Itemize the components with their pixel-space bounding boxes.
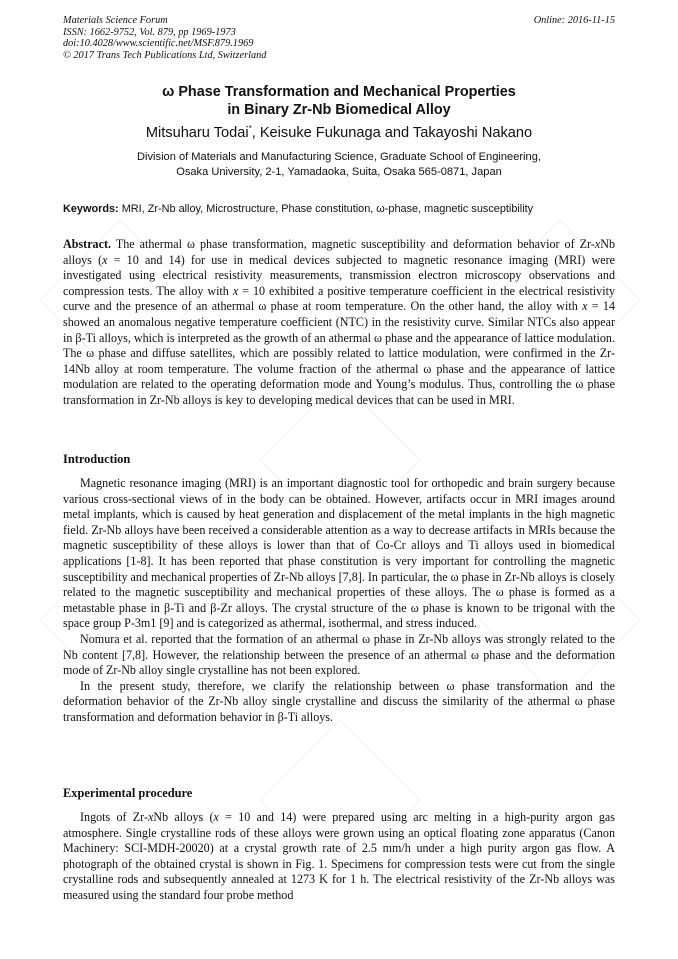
abstract	[63, 237, 615, 409]
abstract-text-3: = 10 and 14) for use in medical devices subjected to magnetic resonance imaging (MRI) were investigated using electrical resistivity measurements, transmission electron microscopy observations and compression tests. The alloy with	[63, 252, 615, 298]
author-1: Mitsuharu Todai	[145, 125, 249, 141]
doi: doi:10.4028/www.scientific.net/MSF.879.1969	[63, 38, 254, 50]
keywords-label: Keywords:	[63, 203, 119, 215]
abstract-text-5: = 14 showed an anomalous negative temperature coefficient (NTC) in the resistivity curve. Similar NTCs also appear in β-Ti alloys, which is interpreted as the growth of an athermal ω phase and the appearance of lattice modulation. The ω phase and diffuse satellites, which are possibly related to lattice modulation, were confirmed in the Zr-14Nb alloy at room temperature. The volume fraction of the athermal ω phase and the appearance of lattice modulation are related to the operating deformation mode and Young’s modulus. Thus, controlling the ω phase transformation in Zr-Nb alloys is key to developing medical devices that can be used in MRI.	[63, 299, 616, 407]
exp-var-1: x	[147, 810, 154, 824]
exp-text-3: = 10 and 14) were prepared using arc melting in a high-purity argon gas atmosphere. Single crystalline rods of these alloys were grown using an optical floating zone apparatus (Canon Machinery: SCI-MDH-20020) at a crystal growth rate of 2.5 mm/h under a high purity argon gas flow. A photograph of the obtained crystal is shown in Fig. 1. Specimens for compression tests were cut from the single crystalline rods and subsequently annealed at 1273 K for 1 h. The electrical resistivity of the Zr-Nb alloys was measured using the standard four probe method	[63, 810, 616, 902]
keywords	[63, 202, 623, 216]
intro-paragraph-2: Nomura et al. reported that the formation of an athermal ω phase in Zr-Nb alloys was strongly related to the Nb content [7,8]. However, the relationship between the presence of an athermal ω phase and the deformation mode of Zr-Nb alloy single crystalline has not been explored.	[63, 631, 615, 678]
affiliation-line-2: Osaka University, 2-1, Yamadaoka, Suita, Osaka 565-0871, Japan	[176, 166, 502, 178]
online-date: Online: 2016-11-15	[533, 15, 615, 26]
keywords-text: MRI, Zr-Nb alloy, Microstructure, Phase constitution, ω-phase, magnetic susceptibility	[118, 203, 534, 215]
issn: ISSN: 1662-9752, Vol. 879, pp 1969-1973	[63, 26, 236, 38]
abstract-label: Abstract.	[63, 237, 112, 251]
exp-text-2: Nb alloys (	[153, 810, 214, 824]
introduction-body	[63, 476, 615, 726]
experimental-heading: Experimental procedure	[63, 786, 193, 800]
intro-paragraph-1: Magnetic resonance imaging (MRI) is an important diagnostic tool for orthopedic and brain surgery because various cross-sectional views of in the body can be obtained. However, artifacts occur in MRI images around metal implants, which is caused by heat generation and displacement of the metal implants in the high magnetic field. Zr-Nb alloys have been received a considerable attention as a way to decrease artifacts in MRIs because the magnetic susceptibility of these alloys is lower than that of Co-Cr alloys and Ti alloys used in biomedical applications [1-8]. It has been reported that phase constitution is very important for controlling the magnetic susceptibility and mechanical properties of Zr-Nb alloys [7,8]. In particular, the ω phase in Zr-Nb alloys is closely related to the magnetic susceptibility and mechanical properties of these alloys. The ω phase is formed as a metastable phase in β-Ti and β-Zr alloys. The crystal structure of the ω phase is known to be trigonal with the space group P-3m1 [9] and is categorized as athermal, isothermal, and stress induced.	[63, 476, 615, 631]
copyright: © 2017 Trans Tech Publications Ltd, Switzerland	[63, 49, 267, 61]
abstract-var-1: x	[594, 237, 601, 251]
abstract-text-2: Nb alloys (	[63, 237, 615, 267]
intro-paragraph-3: In the present study, therefore, we clarify the relationship between ω phase transformation and the deformation behavior of the Zr-Nb alloy single crystalline and discuss the similarity of the athermal ω phase transformation and deformation behavior in β-Ti alloys.	[63, 678, 615, 724]
title-line-1: ω Phase Transformation and Mechanical Properties	[162, 84, 516, 100]
corresponding-mark: *	[248, 124, 252, 134]
abstract-text-1: The athermal ω phase transformation, magnetic susceptibility and deformation behavior of Zr-	[111, 237, 595, 251]
introduction-heading: Introduction	[63, 452, 131, 466]
title-line-2: in Binary Zr-Nb Biomedical Alloy	[227, 102, 451, 118]
affiliation-line-1: Division of Materials and Manufacturing Science, Graduate School of Engineering,	[137, 151, 541, 163]
experimental-body	[63, 810, 615, 904]
authors	[40, 124, 638, 142]
abstract-var-2: x	[102, 252, 108, 267]
affiliation	[40, 150, 638, 180]
other-authors: , Keisuke Fukunaga and Takayoshi Nakano	[251, 125, 533, 141]
exp-text-1: Ingots of Zr-	[80, 810, 148, 824]
paper-title	[40, 83, 638, 119]
abstract-var-3: x	[232, 283, 239, 298]
abstract-var-4: x	[582, 299, 588, 314]
exp-var-2: x	[213, 810, 219, 824]
journal-name: Materials Science Forum	[63, 15, 168, 26]
abstract-text-4: = 10 exhibited a positive temperature coefficient in the electrical resistivity curve and the presence of an athermal ω phase at room temperature. On the other hand, the alloy with	[63, 283, 615, 314]
journal-header	[63, 15, 615, 61]
